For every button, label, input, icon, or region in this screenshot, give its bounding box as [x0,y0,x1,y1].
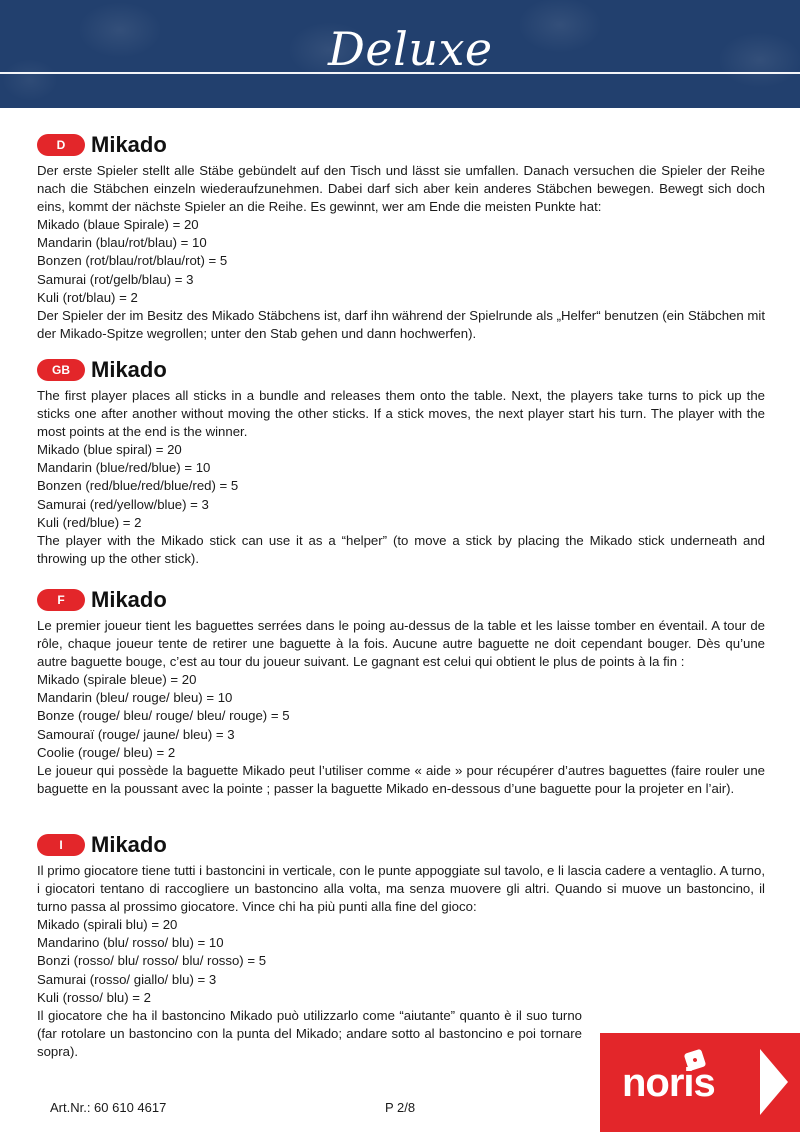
points-line: Mandarin (bleu/ rouge/ bleu) = 10 [37,690,233,706]
section-title: Mikado [91,132,167,157]
points-line: Mandarino (blu/ rosso/ blu) = 10 [37,935,224,951]
article-number: Art.Nr.: 60 610 4617 [50,1100,167,1115]
points-line: Bonzen (rot/blau/rot/blau/rot) = 5 [37,253,228,269]
points-line: Bonze (rouge/ bleu/ rouge/ bleu/ rouge) = 5 [37,708,290,724]
intro-text: Le premier joueur tient les baguettes serrées dans le poing au-dessus de la table et les laisse tomber en éventail. A tour de rôle, chaque joueur tente de retirer une baguette à la fois. Aucune autre baguette ne doit cependant bouger. Dès qu’une autre baguette bouge, c’est au tour du joueur suivant. Le gagnant est celui qui obtient le plus de points à la fin : [37,618,765,670]
noris-logo [600,1033,800,1132]
language-badge: D [37,134,85,156]
points-line: Mandarin (blue/red/blue) = 10 [37,460,211,476]
outro-text: Il giocatore che ha il bastoncino Mikado può utilizzarlo come “aiutante” quanto è il suo turno (far rotolare un bastoncino con la punta del Mikado; andare sotto al bastoncino e poi tornare sopra). [37,1007,582,1059]
section-header [37,132,765,158]
points-line: Samurai (rosso/ giallo/ blu) = 3 [37,971,217,987]
outro-text: Der Spieler der im Besitz des Mikado Stäbchens ist, darf ihn während der Spielrunde als „Helfer“ benutzen (ein Stäbchen mit der Mikado-Spitze wegrollen; unter den Stab gehen und dann hochwerfen). [37,307,765,341]
outro-text: The player with the Mikado stick can use it as a “helper” (to move a stick by placing the Mikado stick underneath and throwing up the other stick). [37,532,765,566]
section-body [37,387,765,568]
section-header [37,587,765,613]
section-body [37,617,765,798]
section-fr [37,587,765,798]
section-gb [37,357,765,568]
section-header [37,832,765,858]
language-badge: I [37,834,85,856]
points-line: Bonzen (red/blue/red/blue/red) = 5 [37,478,239,494]
intro-text: Il primo giocatore tiene tutti i bastoncini in verticale, con le punte appoggiate sul tavolo, e li lascia cadere a ventaglio. A turno, i giocatori tentano di raccogliere un bastoncino alla volta, ma senza muovere gli altri. Quando si muove un bastoncino, il turno passa al prossimo giocatore. Vince chi ha più punti alla fine del gioco: [37,863,765,915]
points-line: Mikado (spirali blu) = 20 [37,917,178,933]
points-line: Bonzi (rosso/ blu/ rosso/ blu/ rosso) = 5 [37,953,267,969]
logo-text: noris [622,1061,715,1105]
points-line: Mandarin (blau/rot/blau) = 10 [37,235,207,251]
intro-text: Der erste Spieler stellt alle Stäbe gebündelt auf den Tisch und lässt sie umfallen. Danach versuchen die Spieler der Reihe nach die Stäbchen einzeln wiederaufzunehmen. Dabei darf sich aber kein anderes Stäbchen bewegen. Bewegt sich doch eins, kommt der nächste Spieler an die Reihe. Es gewinnt, wer am Ende die meisten Punkte hat: [37,163,765,215]
outro-text: Le joueur qui possède la baguette Mikado peut l’utiliser comme « aide » pour récupérer d’autres baguettes (faire rouler une baguette en la poussant avec la pointe ; passer la baguette Mikado en-dessous d’une baguette pour la projeter en l’air). [37,762,765,796]
page-number: P 2/8 [385,1100,416,1115]
language-badge: F [37,589,85,611]
arrow-icon [760,1049,788,1115]
page-title: Deluxe [328,22,493,76]
language-badge: GB [37,359,85,381]
section-header [37,357,765,383]
section-body [37,862,765,1061]
intro-text: The first player places all sticks in a bundle and releases them onto the table. Next, the players take turns to pick up the sticks one after another without moving the other sticks. If a stick moves, the next player start his turn. The player with the most points at the end is the winner. [37,388,765,440]
points-line: Mikado (spirale bleue) = 20 [37,672,197,688]
section-de [37,132,765,343]
points-line: Mikado (blue spiral) = 20 [37,442,182,458]
header-banner [0,0,800,108]
points-line: Kuli (red/blue) = 2 [37,514,142,530]
points-line: Kuli (rot/blau) = 2 [37,289,138,305]
points-line: Samurai (red/yellow/blue) = 3 [37,496,209,512]
points-line: Kuli (rosso/ blu) = 2 [37,989,151,1005]
section-title: Mikado [91,832,167,857]
section-title: Mikado [91,357,167,382]
section-title: Mikado [91,587,167,612]
points-line: Samouraï (rouge/ jaune/ bleu) = 3 [37,726,235,742]
points-line: Coolie (rouge/ bleu) = 2 [37,744,176,760]
points-line: Samurai (rot/gelb/blau) = 3 [37,271,194,287]
points-line: Mikado (blaue Spirale) = 20 [37,217,199,233]
section-it [37,832,765,1061]
section-body [37,162,765,343]
